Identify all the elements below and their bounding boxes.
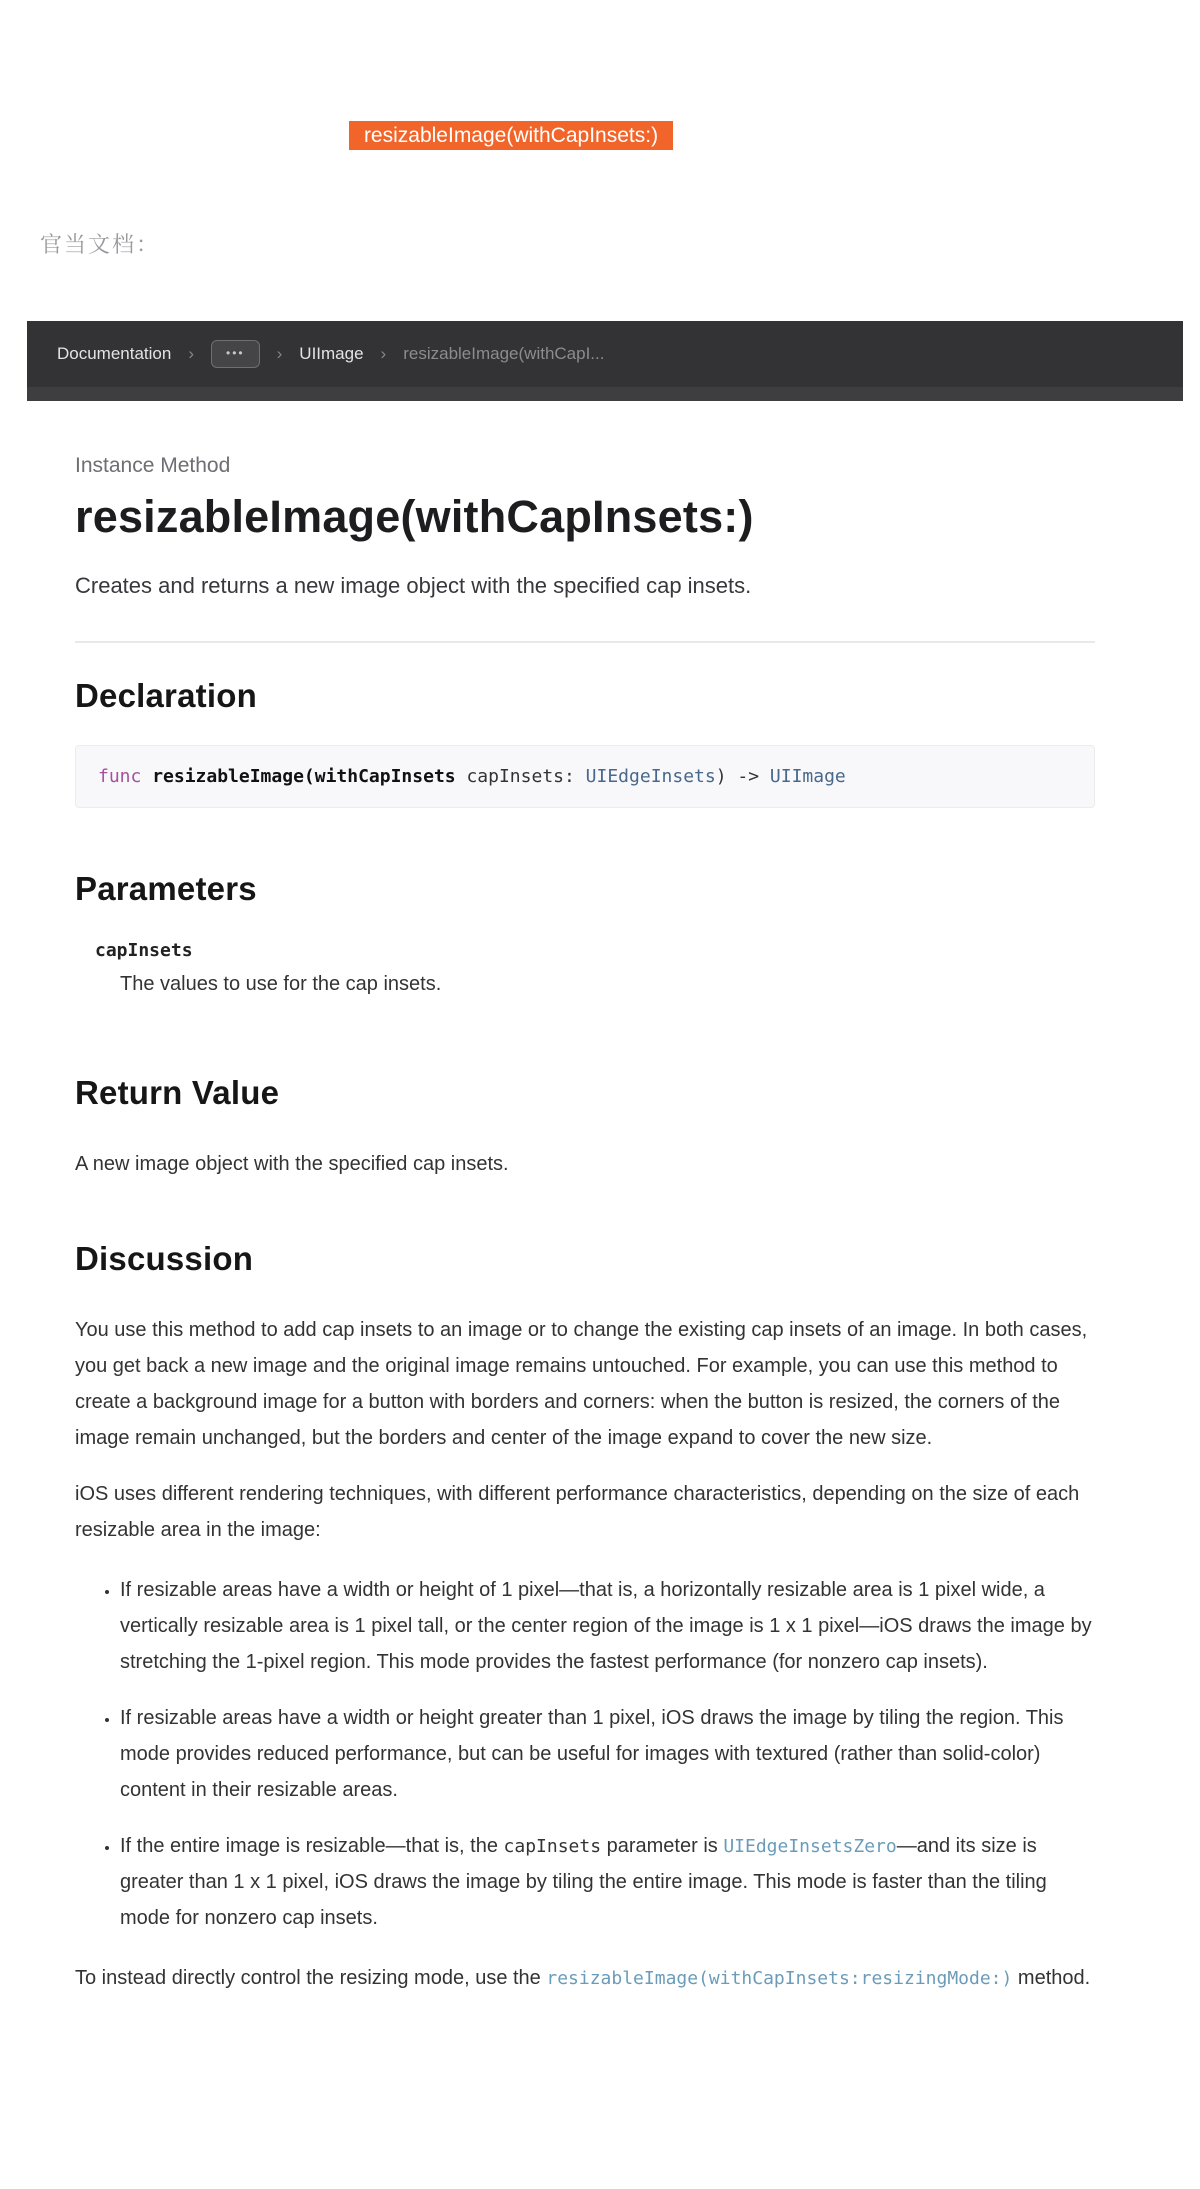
- documentation-embed: [0, 321, 1200, 1996]
- parameter-description: The values to use for the cap insets.: [120, 973, 442, 995]
- text-segment: To instead directly control the resizing mode, use the: [75, 1967, 547, 1989]
- code-link[interactable]: resizableImage(withCapInsets:resizingMode:): [546, 1968, 1013, 1989]
- breadcrumb-item-current: resizableImage(withCapI...: [403, 344, 605, 363]
- discussion-paragraph-2: iOS uses different rendering techniques, with different performance characteristics, depending on the size of each resizable area in the image:: [75, 1483, 1080, 1541]
- discussion-heading: Discussion: [75, 1240, 254, 1277]
- code-link[interactable]: UIEdgeInsetsZero: [723, 1836, 897, 1857]
- bullet-stretch-mode: • If resizable areas have a width or height of 1 pixel—that is, a horizontally resizable area is 1 pixel wide, a vertically resizable area is 1 pixel tall, or the center region of the image is 1 x 1 pixel—iOS draws the image by stretching the 1-pixel region. This mode provides the fastest performance (for nonzero cap insets).: [120, 1572, 1095, 1680]
- article-title-badge: resizableImage(withCapInsets:): [349, 121, 673, 150]
- text-segment: —and its size is greater than 1 x 1 pixel, iOS draws the image by tiling the entire image. This mode is faster than the tiling mode for nonzero cap insets.: [120, 1835, 1047, 1929]
- text-segment: If the entire image is resizable—that is, the: [120, 1835, 504, 1857]
- text-segment: ) ->: [715, 766, 770, 787]
- text-segment: func: [98, 766, 153, 787]
- doc-navbar: [27, 321, 1183, 401]
- doc-content: [0, 401, 1200, 1996]
- abstract-text: Creates and returns a new image object with the specified cap insets.: [75, 573, 752, 598]
- parameter-name: capInsets: [95, 940, 193, 961]
- breadcrumb-ellipsis-button[interactable]: •••: [211, 340, 260, 368]
- text-segment: method.: [1012, 1967, 1091, 1989]
- discussion-paragraph-1: You use this method to add cap insets to an image or to change the existing cap insets of an image. In both cases, you get back a new image and the original image remains untouched. For example, you can use this method to create a background image for a button with borders and corners: when the button is resized, the corners of the image remain unchanged, but the borders and center of the image expand to cover the new size.: [75, 1319, 1088, 1449]
- return-value-text: A new image object with the specified cap insets.: [75, 1153, 509, 1175]
- bullet-entire-image: [120, 1828, 1095, 1936]
- eyebrow-instance-method: Instance Method: [75, 454, 231, 477]
- text-segment: UIImage: [769, 766, 846, 787]
- chevron-right-icon: ›: [276, 344, 283, 363]
- article-header: [0, 0, 1200, 150]
- declaration-code-block: [75, 745, 1095, 808]
- return-value-heading: Return Value: [75, 1074, 280, 1111]
- discussion-bullet-list: [75, 1572, 1095, 1936]
- breadcrumb-item-uiimage[interactable]: UIImage: [299, 344, 364, 363]
- breadcrumb: [27, 321, 1183, 387]
- chevron-right-icon: ›: [188, 344, 195, 363]
- text-segment: resizableImage(withCapInsets: [152, 766, 456, 787]
- text-segment: capInsets: [503, 1836, 602, 1857]
- parameters-heading: Parameters: [75, 870, 257, 907]
- intro-label: 官当文档：: [40, 232, 161, 257]
- chevron-right-icon: ›: [380, 344, 387, 363]
- discussion-closing-paragraph: [75, 1960, 1095, 1996]
- page-title: resizableImage(withCapInsets:): [75, 491, 754, 542]
- navbar-substrip: [27, 387, 1183, 401]
- text-segment: parameter is: [601, 1835, 724, 1857]
- text-segment: UIEdgeInsets: [585, 766, 716, 787]
- text-segment: capInsets:: [455, 766, 586, 787]
- breadcrumb-item-documentation[interactable]: Documentation: [57, 344, 172, 363]
- bullet-tiling-mode: • If resizable areas have a width or height greater than 1 pixel, iOS draws the image by tiling the region. This mode provides reduced performance, but can be useful for images with textured (rather than solid-color) content in their resizable areas.: [120, 1700, 1095, 1808]
- section-divider: [75, 641, 1095, 643]
- declaration-heading: Declaration: [75, 677, 257, 714]
